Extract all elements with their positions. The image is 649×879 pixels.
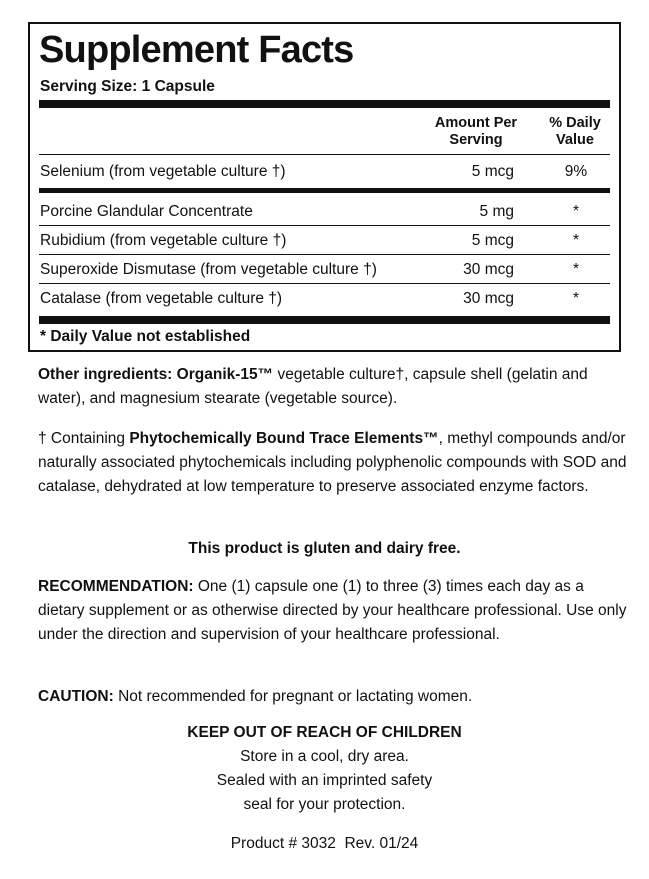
other-ingredients-text: vegetable culture†, capsule shell (gelatin and water), and magnesium stearate (vegetable source).	[38, 366, 588, 407]
table-row	[40, 200, 610, 224]
product-number: Product # 3032 Rev. 01/24	[230, 835, 419, 852]
nutrient-name: Rubidium (from vegetable culture †)	[40, 232, 287, 249]
nutrient-name: Selenium (from vegetable culture †)	[40, 163, 286, 180]
nutrient-name: Porcine Glandular Concentrate	[40, 203, 253, 220]
gluten-free-statement: This product is gluten and dairy free.	[188, 540, 461, 557]
divider-thick	[39, 188, 610, 193]
table-row	[40, 160, 610, 184]
recommendation-text: One (1) capsule one (1) to three (3) times each day as a dietary supplement or as otherwise directed by your healthcare professional. Use only under the direction and supervision of your healthcare professional.	[38, 578, 627, 643]
table-row	[40, 258, 610, 282]
divider-thick	[39, 316, 610, 324]
storage-line: Sealed with an imprinted safety	[216, 772, 433, 789]
nutrient-daily-value: 9%	[564, 163, 588, 180]
caution-text: Not recommended for pregnant or lactating women.	[113, 688, 473, 705]
divider-thin	[39, 225, 610, 226]
divider-thick	[39, 100, 610, 108]
other-ingredients-label: Other ingredients:	[38, 366, 173, 383]
containing-prefix: † Containing	[38, 430, 130, 447]
table-row	[40, 287, 610, 311]
nutrient-name: Catalase (from vegetable culture †)	[40, 290, 283, 307]
nutrient-daily-value: *	[572, 232, 580, 249]
recommendation-label: RECOMMENDATION:	[38, 578, 194, 595]
nutrient-amount: 5 mcg	[471, 163, 514, 180]
nutrient-amount: 5 mcg	[471, 232, 514, 249]
containing-text: , methyl compounds and/or naturally associated phytochemicals including polyphenolic compounds with SOD and catalase, dehydrated at low temperature to preserve associated enzyme factors.	[38, 430, 627, 495]
panel-title: Supplement Facts	[39, 29, 354, 71]
supplement-facts-panel	[28, 22, 621, 352]
caution-label: CAUTION:	[38, 688, 114, 705]
nutrient-daily-value: *	[572, 203, 580, 220]
caution	[38, 685, 634, 709]
nutrient-amount: 5 mg	[479, 203, 514, 220]
nutrient-amount: 30 mcg	[463, 261, 514, 278]
table-row	[40, 229, 610, 253]
other-ingredients	[38, 363, 634, 411]
divider-thin	[39, 283, 610, 284]
containing-bold: Phytochemically Bound Trace Elements™	[129, 430, 439, 447]
column-header-amount: Amount Per Serving	[434, 115, 518, 148]
daily-value-footnote: * Daily Value not established	[40, 328, 251, 345]
nutrient-daily-value: *	[572, 290, 580, 307]
nutrient-amount: 30 mcg	[463, 290, 514, 307]
serving-size: Serving Size: 1 Capsule	[40, 78, 215, 95]
recommendation	[38, 575, 634, 647]
nutrient-name: Superoxide Dismutase (from vegetable culture †)	[40, 261, 377, 278]
storage-line: Store in a cool, dry area.	[240, 748, 409, 765]
containing-note	[38, 427, 634, 499]
divider-thin	[39, 154, 610, 155]
brand-name: Organik-15™	[176, 366, 274, 383]
keep-out-warning: KEEP OUT OF REACH OF CHILDREN	[187, 724, 462, 741]
column-header-daily-value: % Daily Value	[549, 115, 601, 148]
storage-line: seal for your protection.	[243, 796, 406, 813]
divider-thin	[39, 254, 610, 255]
nutrient-daily-value: *	[572, 261, 580, 278]
